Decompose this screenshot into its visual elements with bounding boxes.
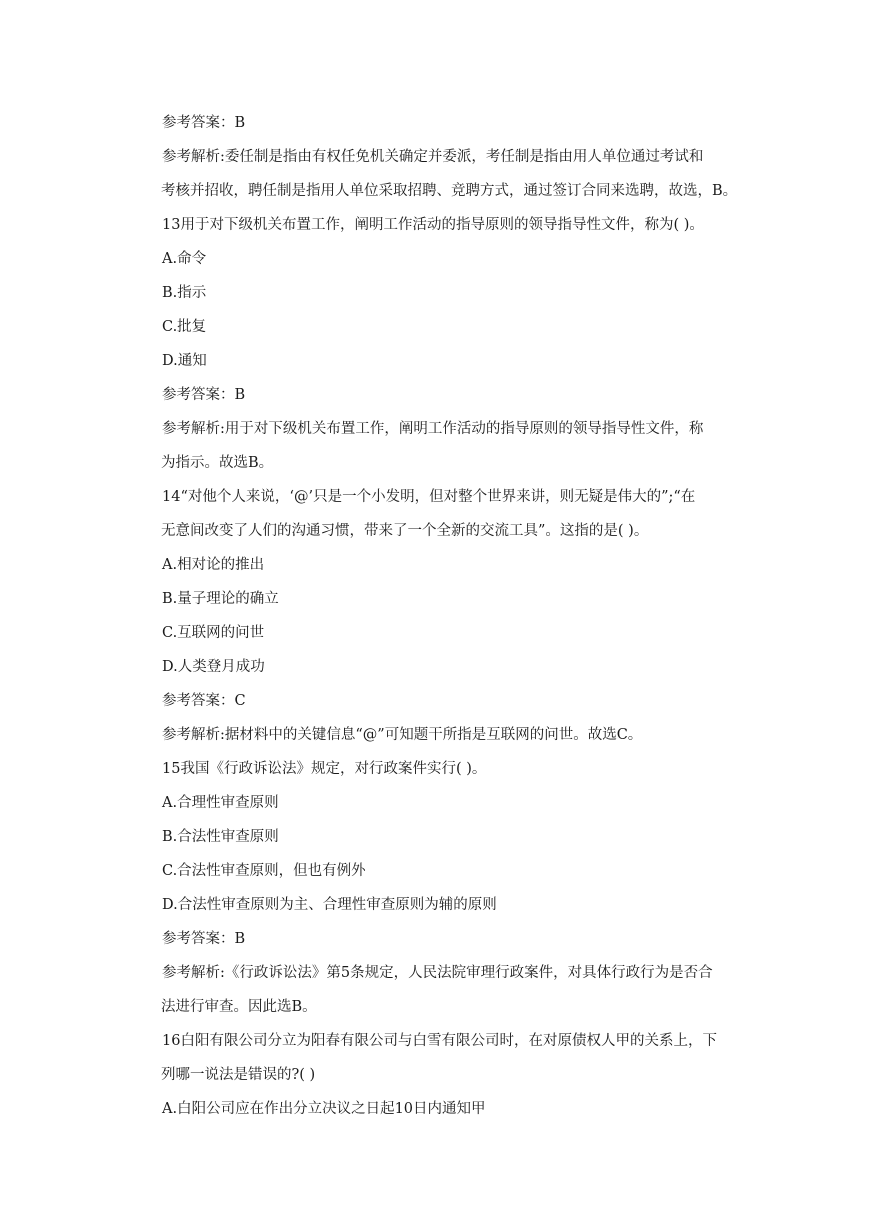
answer-14: 参考答案：C <box>162 693 246 709</box>
answer-15: 参考答案：B <box>162 931 246 947</box>
explanation-14: 参考解析:据材料中的关键信息“@”可知题干所指是互联网的问世。故选C。 <box>162 727 643 743</box>
explanation-15-line-1: 参考解析:《行政诉讼法》第5条规定，人民法院审理行政案件，对具体行政行为是否合 <box>162 965 713 981</box>
answer-13: 参考答案：B <box>162 387 246 403</box>
option-15-b: B.合法性审查原则 <box>162 829 279 845</box>
explanation-13-line-2: 为指示。故选B。 <box>161 455 274 471</box>
option-13-d: D.通知 <box>162 353 207 369</box>
option-14-c: C.互联网的问世 <box>162 625 265 641</box>
option-13-b: B.指示 <box>162 285 207 301</box>
question-14-line-1: 14“对他个人来说，‘@’只是一个小发明，但对整个世界来讲，则无疑是伟大的”;“在 <box>162 489 696 505</box>
answer-12: 参考答案：B <box>162 115 246 131</box>
explanation-12-line-1: 参考解析:委任制是指由有权任免机关确定并委派，考任制是指由用人单位通过考试和 <box>162 149 704 165</box>
question-15: 15我国《行政诉讼法》规定，对行政案件实行( )。 <box>162 761 487 777</box>
question-14-line-2: 无意间改变了人们的沟通习惯，带来了一个全新的交流工具”。这指的是( )。 <box>161 523 649 539</box>
explanation-12-line-2: 考核并招收，聘任制是指用人单位采取招聘、竞聘方式，通过签订合同来选聘，故选，B。 <box>161 183 738 199</box>
option-16-a: A.白阳公司应在作出分立决议之日起10日内通知甲 <box>162 1101 486 1117</box>
option-14-a: A.相对论的推出 <box>162 557 265 573</box>
option-13-a: A.命令 <box>162 251 207 267</box>
question-16-line-2: 列哪一说法是错误的?( ) <box>161 1067 316 1083</box>
option-14-d: D.人类登月成功 <box>162 659 265 675</box>
option-15-c: C.合法性审查原则，但也有例外 <box>162 863 366 879</box>
question-16-line-1: 16白阳有限公司分立为阳春有限公司与白雪有限公司时，在对原债权人甲的关系上，下 <box>162 1033 717 1049</box>
option-14-b: B.量子理论的确立 <box>162 591 279 607</box>
option-15-a: A.合理性审查原则 <box>162 795 279 811</box>
explanation-15-line-2: 法进行审查。因此选B。 <box>161 999 317 1015</box>
option-15-d: D.合法性审查原则为主、合理性审查原则为辅的原则 <box>162 897 497 913</box>
question-13: 13用于对下级机关布置工作，阐明工作活动的指导原则的领导指导性文件，称为( )。 <box>162 217 704 233</box>
explanation-13-line-1: 参考解析:用于对下级机关布置工作，阐明工作活动的指导原则的领导指导性文件，称 <box>162 421 704 437</box>
option-13-c: C.批复 <box>162 319 207 335</box>
